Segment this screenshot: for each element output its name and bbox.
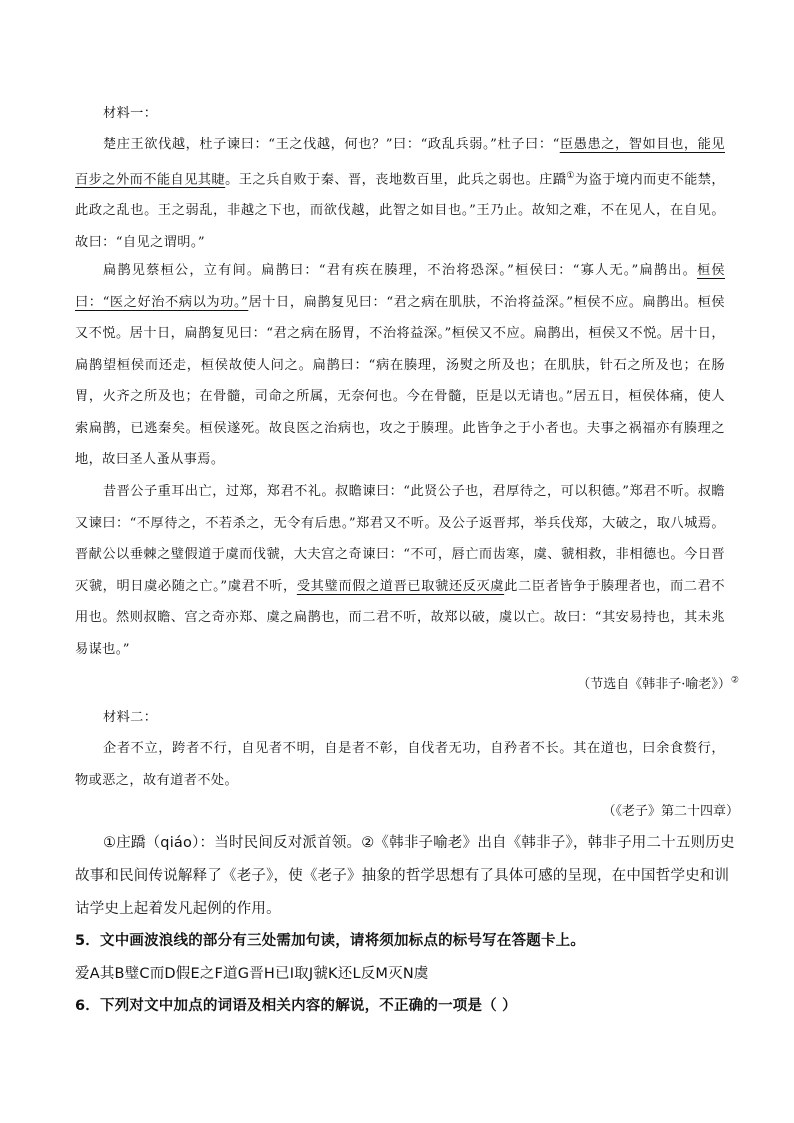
material-one-paragraph-1 — [75, 129, 725, 258]
material-one-paragraph-3 — [75, 476, 725, 665]
p1-text-b: 。王之兵自败于秦、晋，丧地数百里，此兵之弱也。庄蹻 — [225, 171, 567, 187]
material-one-heading: 材料一： — [103, 106, 158, 121]
material-two-paragraph: 企者不立，跨者不行，自见者不明，自是者不彰，自伐者无功，自矜者不长。其在道也，曰余食赘行，物或恶之，故有道者不处。 — [75, 741, 725, 788]
p3-text-b: 此二臣者皆争于腠理者也，而二君不用也。然则叔瞻、宫之奇亦郑、虞之扁鹊也，而二君不听，故郑以破，虞以亡。故曰：“其安易持也，其未兆易谋也。” — [75, 578, 725, 657]
footnote-ref-2: ② — [730, 675, 739, 686]
p1-text-a: 楚庄王欲伐越，杜子谏曰：“王之伐越，何也？”曰：“政乱兵弱。”杜子曰：“ — [103, 137, 560, 152]
p2-text-a: 扁鹊见蔡桓公，立有间。扁鹊曰：“君有疾在腠理，不治将恐深。”桓侯曰：“寡人无。”扁鹊出。 — [103, 263, 698, 278]
footnotes: ①庄蹻（qiáo）：当时民间反对派首领。②《韩非子喻老》出自《韩非子》，韩非子用二十五则历史故事和民间传说解释了《老子》，使《老子》抽象的哲学思想有了具体可感的呈现，在中国哲学史和训诂学史上起着发凡起例的作用。 — [75, 835, 735, 917]
material-one-source: （节选自《韩非子·喻老》）② — [577, 675, 739, 692]
material-two-heading: 材料二： — [103, 710, 158, 725]
question-5-options: 爱A其B璧C而D假E之F道G晋H已I取J虢K还L反M灭N虞 — [75, 966, 429, 982]
p3-underlined: 受其璧而假之道晋已取虢还反灭虞 — [296, 578, 505, 594]
p2-text-b: 居十日，扁鹊复见曰：“君之病在肌肤，不治将益深。”桓侯不应。扁鹊出。桓侯又不悦。居十日，扁鹊复见曰：“君之病在肠胃，不治将益深。”桓侯又不应。扁鹊出，桓侯又不悦。居十日，扁鹊望桓侯而还走，桓侯故使人问之。扁鹊曰：“病在腠理，汤熨之所及也；在肌肤，针石之所及也；在肠胃，火齐之所及也；在骨髓，司命之所属，无奈何也。今在骨髓，臣是以无请也。”居五日，桓侯体痛，使人索扁鹊，已逃秦矣。桓侯遂死。故良医之治病也，攻之于腠理。此皆争之于小者也。夫事之祸福亦有腠理之地，故曰圣人蚤从事焉。 — [75, 294, 726, 467]
question-5: 5．文中画波浪线的部分有三处需加句读，请将须加标点的标号写在答题卡上。 — [75, 933, 586, 949]
p2-underlined: 桓侯曰：“医之好治不病以为功。” — [75, 263, 725, 310]
material-two-source: （《老子》第二十四章） — [602, 804, 739, 819]
p3-text-a: 昔晋公子重耳出亡，过郑，郑君不礼。叔瞻谏曰：“此贤公子也，君厚待之，可以积德。”郑君不听。叔瞻又谏曰：“不厚待之，不若杀之，无令有后患。”郑君又不听。及公子返晋邦，举兵伐郑，大破之，取八城焉。晋献公以垂棘之璧假道于虞而伐虢，大夫宫之奇谏曰：“不可，唇亡而齿寒，虞、虢相救，非相德也。今日晋灭虢，明日虞必随之亡。”虞君不听， — [75, 484, 725, 594]
p1-text-c: 为盗于境内而吏不能禁，此政之乱也。王之弱乱，非越之下也，而欲伐越，此智之如目也。”王乃止。故知之难，不在见人，在自见。故曰：“自见之谓明。” — [75, 171, 726, 250]
p1-underlined: 臣愚患之，智如目也，能见百步之外而不能自见其睫 — [75, 137, 725, 187]
question-6: 6．下列对文中加点的词语及相关内容的解说，不正确的一项是（ ） — [75, 998, 517, 1014]
footnote-ref-1: ① — [566, 170, 575, 181]
material-one-paragraph-2 — [75, 255, 725, 476]
